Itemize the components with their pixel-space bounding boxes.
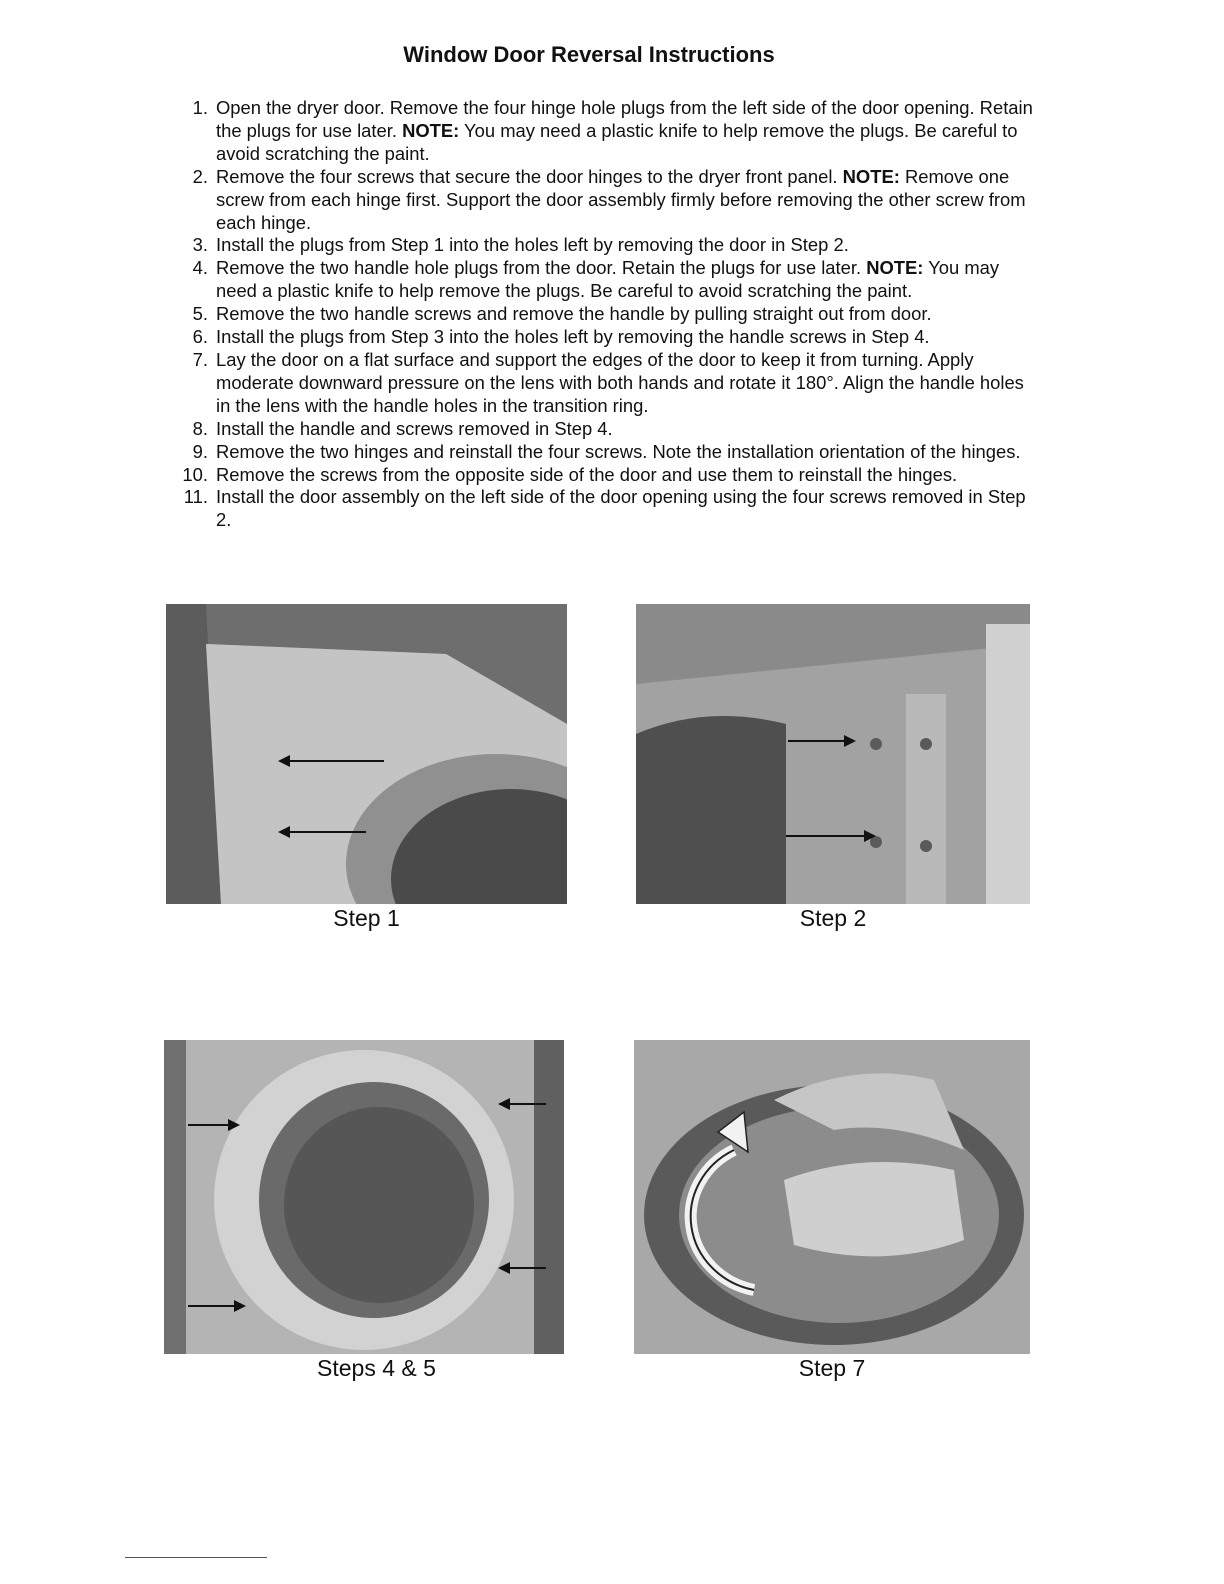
step1-caption: Step 1 [333, 905, 400, 931]
step-number: 8. [192, 417, 208, 439]
step-number: 9. [192, 440, 208, 462]
step-number: 7. [192, 348, 208, 370]
instruction-step [172, 97, 1042, 166]
step-text: You may need a plastic knife to help remove the plugs. Be careful to avoid scratching the paint. [216, 257, 1000, 302]
instruction-step [172, 486, 1042, 532]
step-text: Remove the two handle screws and remove the handle by pulling straight out from door. [216, 303, 932, 325]
instruction-step [172, 303, 1042, 326]
step-text: Install the plugs from Step 1 into the holes left by removing the door in Step 2. [216, 234, 849, 256]
instruction-list [172, 97, 1042, 532]
step-number: 4. [192, 257, 208, 279]
instruction-step [172, 257, 1042, 303]
step-text: Open the dryer door. Remove the four hinge hole plugs from the left side of the door opening. Retain the plugs for use later. [216, 97, 1033, 141]
step-number: 11. [183, 486, 208, 508]
footer-rule [125, 1557, 267, 1558]
instruction-step [172, 418, 1042, 441]
step-text: Remove the four screws that secure the door hinges to the dryer front panel. [216, 165, 843, 187]
steps45-photo [164, 1040, 564, 1354]
step-text: You may need a plastic knife to help remove the plugs. Be careful to avoid scratching the paint. [216, 119, 1018, 164]
step-text: Lay the door on a flat surface and support the edges of the door to keep it from turning. Apply moderate downward pressure on the lens with both hands and rotate it 180°. Align the handle holes in the lens with the handle holes in the transition ring. [216, 348, 1024, 416]
step-text: Install the door assembly on the left side of the door opening using the four screws removed in Step 2. [216, 486, 1026, 531]
page-title: Window Door Reversal Instructions [403, 42, 775, 67]
note-label: NOTE: [402, 119, 460, 141]
step-text: Install the plugs from Step 3 into the holes left by removing the handle screws in Step 4. [216, 326, 930, 348]
step2-caption: Step 2 [799, 905, 867, 931]
step7-photo [634, 1040, 1030, 1354]
step-text: Remove the screws from the opposite side of the door and use them to reinstall the hinges. [216, 463, 958, 485]
instruction-step [172, 234, 1042, 257]
step7-caption: Step 7 [798, 1355, 866, 1381]
step-number: 5. [192, 303, 208, 325]
step-text: Remove the two handle hole plugs from the door. Retain the plugs for use later. [216, 257, 867, 279]
instruction-step [172, 464, 1042, 487]
step-text: Remove the two hinges and reinstall the four screws. Note the installation orientation of the hinges. [216, 440, 1021, 462]
note-label: NOTE: [866, 257, 924, 279]
step1-photo [166, 604, 567, 904]
note-label: NOTE: [842, 165, 900, 187]
instruction-step [172, 166, 1042, 235]
step-number: 6. [192, 326, 208, 348]
steps45-caption: Steps 4 & 5 [317, 1355, 436, 1381]
instruction-step [172, 326, 1042, 349]
step-number: 10. [182, 463, 208, 485]
step-number: 1. [192, 97, 208, 118]
instruction-step [172, 349, 1042, 418]
step2-photo [636, 604, 1030, 904]
step-number: 2. [192, 165, 208, 187]
instruction-step [172, 441, 1042, 464]
step-text: Remove one screw from each hinge first. Support the door assembly firmly before removing the other screw from each hinge. [216, 165, 1026, 233]
step-text: Install the handle and screws removed in Step 4. [216, 417, 613, 439]
step-number: 3. [192, 234, 208, 256]
